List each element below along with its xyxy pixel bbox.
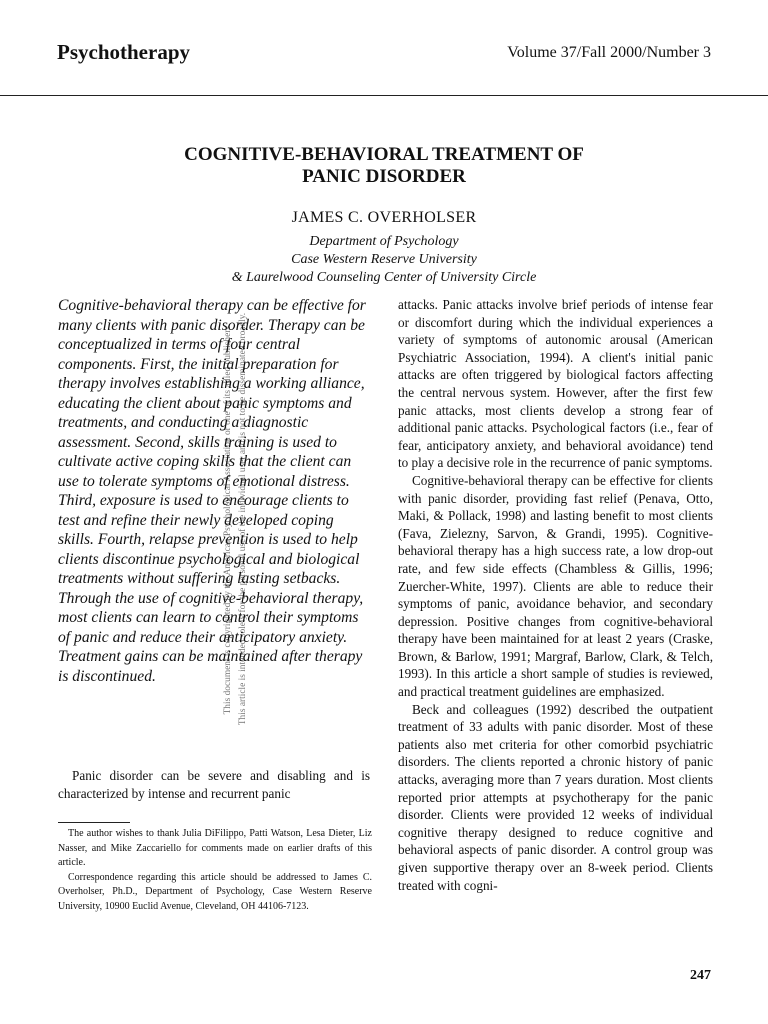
- body-paragraph: Beck and colleagues (1992) described the outpatient treatment of 33 adults with panic disorder. Most of these patients also met criteria for other comorbid psychiatric disorders. The clients reported a chronic history of panic attacks, averaging more than 7 years duration. Most clients reported prior attempts at psychotherapy for the panic disorder. Clients were provided 12 weeks of individual cognitive therapy designed to reduce cognitive and behavioral aspects of panic disorder. A control group was given supportive therapy over an 8-week period. Clients treated with cogni-: [398, 701, 713, 893]
- author-name: JAMES C. OVERHOLSER: [291, 209, 477, 226]
- correspondence-note: Correspondence regarding this article should be addressed to James C. Overholser, Ph.D., Department of Psychology, Case Western Reserve University, 10900 Euclid Avenue, Cleveland, OH 44106-7123.: [58, 871, 372, 912]
- abstract: Cognitive-behavioral therapy can be effective for many clients with panic disorder. Therapy can be conceptualized in terms of four central components. First, the initial preparation for therapy involves establishing a working alliance, educating the client about panic symptoms and treatments, and conducting a diagnostic assessment. Second, skills training is used to cultivate active coping skills that the client can use to tolerate symptoms of emotional distress. Third, exposure is used to encourage clients to test and refine their newly developed coping skills. Fourth, relapse prevention is used to help clients discontinue psychological and biological treatments without suffering lasting setbacks. Through the use of cognitive-behavioral therapy, most clients can learn to control their symptoms of panic and reduce their anticipatory anxiety. Treatment gains can be maintained after therapy is discontinued.: [58, 297, 366, 685]
- affiliation-department: Department of Psychology: [309, 234, 459, 249]
- copyright-line-2: This article is intended solely for the personal use of the individual user and is not to be disseminated broadly.: [238, 312, 248, 726]
- affiliation-center: & Laurelwood Counseling Center of University Circle: [231, 270, 537, 285]
- footnote-rule: [58, 822, 130, 823]
- body-paragraph: Cognitive-behavioral therapy can be effective for clients with panic disorder, providing fast relief (Penava, Otto, Maki, & Pollack, 1998) and lasting benefit to most clients (Fava, Zielezny, Sarvon, & Grandi, 1995). Cognitive-behavioral therapy has a high success rate, a low drop-out rate, and few side effects (Chambless & Gillis, 1996; Zuercher-White, 1997). Clients are able to reduce their symptoms of panic, avoidance behavior, and secondary depression. Positive changes from cognitive-behavioral therapy have been maintained for at least 2 years (Craske, Brown, & Barlow, 1991; Margraf, Barlow, Clark, & Telch, 1993). In this article a short sample of studies is reviewed, and practical treatment guidelines are emphasized.: [398, 472, 713, 700]
- journal-name: Psychotherapy: [57, 40, 190, 64]
- page-number: 247: [690, 968, 711, 983]
- article-title-line-2: PANIC DISORDER: [302, 166, 466, 187]
- affiliation-university: Case Western Reserve University: [291, 252, 477, 267]
- header-rule: [0, 95, 768, 96]
- acknowledgment-note: The author wishes to thank Julia DiFilippo, Patti Watson, Lesa Dieter, Liz Nasser, and Mike Zaccariello for comments made on earlier drafts of this article.: [58, 828, 372, 869]
- body-column-2: [398, 296, 713, 894]
- copyright-line-1: This document is copyrighted by the American Psychological Association or one of its allied publishers.: [223, 323, 233, 715]
- volume-info: Volume 37/Fall 2000/Number 3: [507, 44, 711, 61]
- body-paragraph: attacks. Panic attacks involve brief periods of intense fear or discomfort during which the individual experiences a variety of symptoms of autonomic arousal (American Psychiatric Association, 1994). A client's initial panic attacks are often triggered by biological factors affecting the central nervous system. However, after the first few panic attacks, most clients develop a strong fear of additional panic attacks. Psychological factors (i.e., fear of fear, anticipatory anxiety, and behavioral avoidance) tend to play a decisive role in the recurrence of panic symptoms.: [398, 297, 713, 471]
- body-paragraph-col1: Panic disorder can be severe and disabling and is characterized by intense and recurrent panic: [58, 768, 370, 801]
- article-title-line-1: COGNITIVE-BEHAVIORAL TREATMENT OF: [184, 144, 584, 165]
- footnotes: [58, 827, 372, 915]
